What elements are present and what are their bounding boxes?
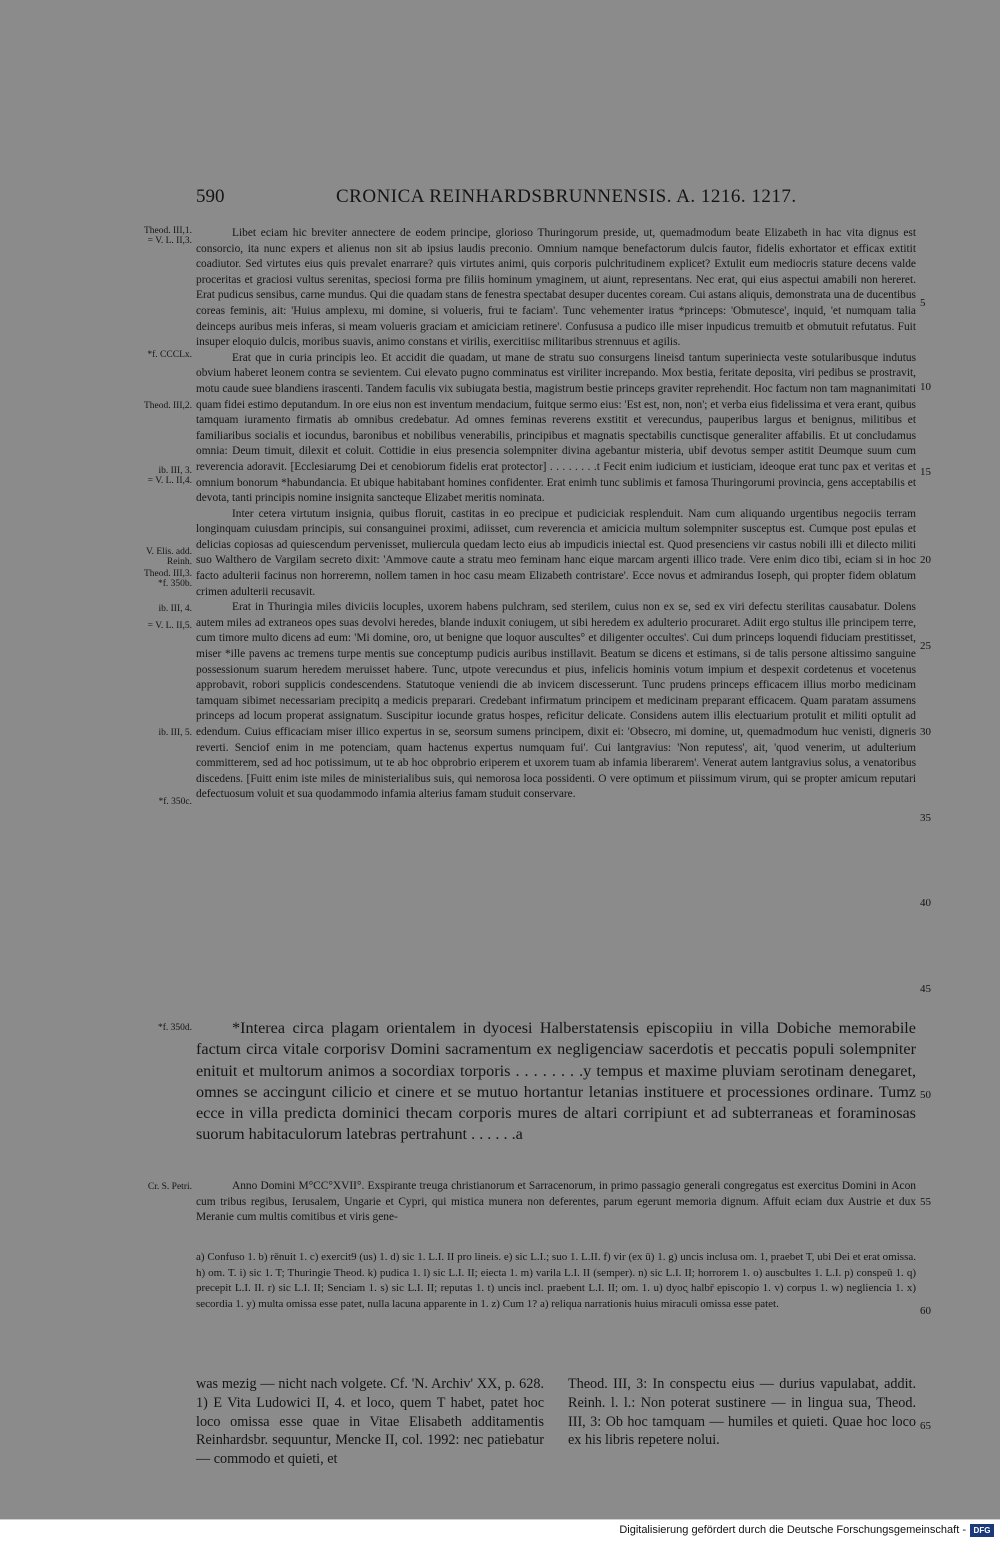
margin-note: *f. CCCLx. [147,350,192,360]
miracle-passage [196,1018,916,1146]
margin-note: ib. III, 5. [158,728,192,738]
line-number: 40 [920,897,931,909]
paragraph: Erat que in curia principis leo. Et accidit die quadam, ut mane de stratu suo consurgens lineisd tantum superiniecta veste sotularibusque indutus obvium haberet leonem contra se sevientem. Cui elevato pugno comminatus est viriliter increpando. Mox bestia, feritate deposita, viri pedibus se prostravit, motu caude suee blandiens irascenti. Tandem faculis vix subiugata bestia, magistrum bestie princeps graviter reprehendit. Hoc factum non tam magnanimitati quam fidei estimo deputandum. In ore eius non est inventum mendacium, fuitque sermo eius: 'Est est, non, non'; et verba eius fidelissima et vera erant, quibus tamquam iuramento firmatis ab omnibus credebatur. Ad omnes feminas reverens exstitit et verecundus, pauperibus largus et benignus, militibus et familiaribus socialis et iocundus, baronibus et nobilibus venerabilis, principibus et magnatis spectabilis cunctisque generaliter affabilis. Et ut concludamus omnia: Deum timuit, dilexit et coluit. Cottidie in eius presencia solempniter divina agebantur misteria, ubif devotus semper astitit Deumque suum cum reverencia adoravit. [Ecclesiarumg Dei et cenobiorum fidelis erat protector] . . . . . . . .t Fecit enim iudicium et iusticiam, ideoque erat tunc pax et veritas et omnium bonorum *habundancia. Et ubique habitabant homines confidenter. Erat enimh tunc sublimis et famosa Thuringorumi provincia, gens acceptabilis et devota, tanti principis nomine insignita sancteque Elizabet meritis nominata. [196,351,916,505]
paragraph: Anno Domini M°CC°XVII°. Exspirante treuga christianorum et Sarracenorum, in primo passagio generali congregatus est exercitus Domini in Acon cum tribus regibus, Ierusalem, Ungarie et Cypri, qui mistica munera non deferentes, parum egerunt memoria dignum. Affuit eciam dux Austrie et dux Meranie cum multis comitibus et viris gene- [196,1180,916,1224]
margin-note: = V. L. II,3. [147,236,192,246]
annal-entry [196,1179,916,1226]
main-chronicle-text [196,226,916,803]
margin-note: Cr. S. Petri. [147,1182,192,1192]
funding-credit: Digitalisierung gefördert durch die Deutsche Forschungsgemeinschaft - [619,1524,966,1536]
paragraph: *Interea circa plagam orientalem in dyocesi Halberstatensis episcopiiu in villa Dobiche memorabile factum circa vitale corporisv Domini sacramentum ex negligenciaw sacerdotis et peccatis populi solempniter enituit et multorum animos a socordiax torporis . . . . . . . .y tempus et maxime pluviam serotinam denegaret, omnes se accingunt cilicio et cinere et se mutuo hortantur letanias instituere et processiones ordinare. Tumz ecce in villa predicta dominici thecam corporis mures de altari corripiunt et ad subterraneas et foraminosas suorum habitaculorum latebras pertrahunt . . . . . .a [196,1019,916,1144]
commentary-right-column [568,1375,916,1469]
margin-note: Theod. III,2. [143,401,192,411]
margin-note: *f. 350c. [158,797,192,807]
line-number: 15 [920,466,931,478]
margin-note: *f. 350d. [157,1023,192,1033]
margin-note: *f. 350b. [157,579,192,589]
line-number: 10 [920,381,931,393]
commentary-text: Theod. III, 3: In conspectu eius — durius vapulabat, addit. Reinh. l. l.: Non poterat sustinere — in lingua sua, Theod. III, 3: Ob hoc tamquam — humiles et quieti. Quae hoc loco ex his libris repetere nolui. [568,1376,916,1449]
margin-note: = V. L. II,5. [147,621,192,631]
line-number: 60 [920,1305,931,1317]
page-number: 590 [196,186,225,207]
margin-note: = V. L. II,4. [147,476,192,486]
line-number: 35 [920,812,931,824]
line-number: 20 [920,554,931,566]
margin-note: Reinh. [166,557,192,567]
margin-note: V. Elis. add. [145,547,192,557]
running-header [196,186,916,214]
footnotes-text: a) Confuso 1. b) rēnuit 1. c) exercit9 (us) 1. d) sic 1. L.I. II pro lineis. e) sic L.I.; suo 1. L.II. f) vir (ex ū) 1. g) uncis inclusa om. 1, praebet T, ubi Dei et erat omissa. h) om. T. i) sic 1. T; Thuringie Theod. k) pudica 1. l) sic L.I. II; eiecta 1. m) varila L.I. II (semper). n) sic L.I. II; horrorem 1. o) auscbultes 1. L.I. p) conspeū 1. q) precepit L.I. II. r) sic L.I. II; Senciam 1. s) sic L.I. II; reputas 1. t) uncis incl. praebent L.I. II; om. 1. u) dyoc̨ halbr̄ episcopio 1. v) corpus 1. w) negliencia 1. x) secordia 1. y) multa omissa esse patet, nulla lacuna apparente in 1. z) Cum 1? a) reliqua narrationis huius miraculi omissa esse patet. [196,1251,916,1310]
paragraph: Inter cetera virtutum insignia, quibus floruit, castitas in eo precipue et pudiciciak resplenduit. Nam cum aliquando urgentibus negociis terram longinquam cuiusdam principis, sui consanguinei proximi, adiisset, cum reverencia et amicicia multum solempniter susceptus est. Cumque post epulas et delicias copiosas ad quiescendum pervenisset, muliercula quedam lecto eius ab impudicis iniectal est. Quod presenciens vir castus nobili illi et dilecto militi suo Walthero de Vargilam secreto dixit: 'Ammove caute a stratu meo feminam hanc eique marcam argenti illico trade. Vere enim dico tibi, eciam si in hoc facto adulterii facinus non horreremn, nollem tamen in hoc casu meam Elizabeth contristare'. Ecce novus et admirandus Ioseph, qui propter fidem oblatum crimen adulterii recusavit. [196,507,916,598]
dfg-logo-icon: DFG [970,1524,994,1537]
margin-note: Theod. III,3. [143,569,192,579]
line-number: 45 [920,983,931,995]
line-number: 50 [920,1089,931,1101]
margin-note: Theod. III,1. [143,226,192,236]
running-title: CRONICA REINHARDSBRUNNENSIS. A. 1216. 1217. [336,186,797,207]
line-number: 5 [920,297,926,309]
paragraph: Libet eciam hic breviter annectere de eodem principe, glorioso Thuringorum preside, ut, quemadmodum beate Elizabeth in hac vita dignus est consorcio, ita nunc expers et alienus non sit ab ipsius laudis preconio. Omnium namque benefactorum dulcis fautor, fidelis exhortator et efficax extitit coadiutor. Sed virtutes eius quis prevalet enarrare? quis virtutes animi, quis corporis pulchritudinem explicet? Extulit eum mediocris stature decens valde proceritas et graciosi vultus serenitas, speciosi forma pre filiis hominum ymaginem, ut aiunt, representans. Nec erat, qui eius aspectui amabili non hereret. Erat pudicus sensibus, carne mundus. Qui die quadam stans de fenestra spectabat desuper ducentes coream. Cui astans aliquis, demonstrata una de ducentibus coreas feminis, ait: 'Huius amplexu, mi domine, si volueris, frui te faciam'. Tunc vehementer iratus *princeps: 'Obmutesce', inquid, 'et numquam talia deinceps auribus meis inferas, si meam volueris graciam et amiciciam retinere'. Confususa a pudico ille miser inpudicus tremuitb et obmutuit refutatus. Fuit insuper eloquio dulcis, moribus suavis, animo constans et virilis, exercitiisc militaribus strennuus et agilis. [196,227,916,349]
line-number: 25 [920,640,931,652]
line-number: 65 [920,1420,931,1432]
commentary-notes [196,1375,916,1469]
commentary-left-column [196,1375,544,1469]
margin-note: ib. III, 3. [158,466,192,476]
critical-apparatus [196,1250,916,1312]
commentary-text: was mezig — nicht nach volgete. Cf. 'N. Archiv' XX, p. 628. 1) E Vita Ludowici II, 4. et loco, quem T habet, patet hoc loco omissa esse quae in Vitae Elisabeth additamentis Reinhardsbr. sequuntur, Mencke II, col. 1992: nec patiebatur — commodo et quieti, et [196,1376,544,1468]
margin-note: ib. III, 4. [158,604,192,614]
paragraph: Erat in Thuringia miles diviciis locuples, uxorem habens pulchram, sed sterilem, cuius non ex se, sed ex viri defectu sterilitas causabatur. Dolens autem miles ad extraneos opes suas devolvi heredes, blande induxit coniugem, ut sibi heredem ex adulterio procuraret. Adiit ergo stultus ille principem terre, cum timore multo dicens ad eum: 'Mi domine, oro, ut benigne que loquor auscultes° et diligenter occultes'. Cui dum princeps loquendi fiduciam prestitisset, miser *ille pavens ac tremens turpe mentis sue conceptump pudicis auribus instillavit. Beatum se dicens et estimans, si de talis persone altissimo sanguine possessionum suarum heredem meruisset habere. Tunc, utpote verecundus et pius, infelicis hominis votum impium et despexit cordetenus et vocetenus approbavit, robori supplicis condescendens. Statutoque veniendi die ab invicem discesserunt. Tunc prudens princeps efficacem illius morbo medicinam tamquam sibimet necessariam precipitq a medicis preparari. Credebant infirmatum principem et medicinam preparant efficacem. Quam paratam assumens princeps ad locum properat assignatum. Suscipitur iocunde gratus hospes, reficitur delicate. Considens autem illis electuarium protulit et militi optulit ad edendum. Cuius efficaciam miser illico expertus in se, seorsum sumens principem, dixit ei: 'Obsecro, mi domine, ut, quemadmodum huc venisti, digneris reverti. Senciof enim in me potenciam, quam hactenus expertus numquam fui'. Cui lantgravius: 'Non reputess', ait, 'quod venerim, ut adulterium committerem, sed ad hoc potissimum, ut te ab hoc obprobrio eriperem et uxorem tuam ab infamia liberarem'. Venerat autem lantgravius solus, a venatoribus discedens. [Fuitt enim iste miles de ministerialibus suis, qui nemorosa loca possidenti. O vere optimum et piissimum virum, qui se propter amicum reputari defectuosum voluit et sua quodammodo infamia alterius famam studuit conservare. [196,601,916,801]
funding-footer [0,1519,1000,1542]
line-number: 30 [920,726,931,738]
line-number: 55 [920,1196,931,1208]
